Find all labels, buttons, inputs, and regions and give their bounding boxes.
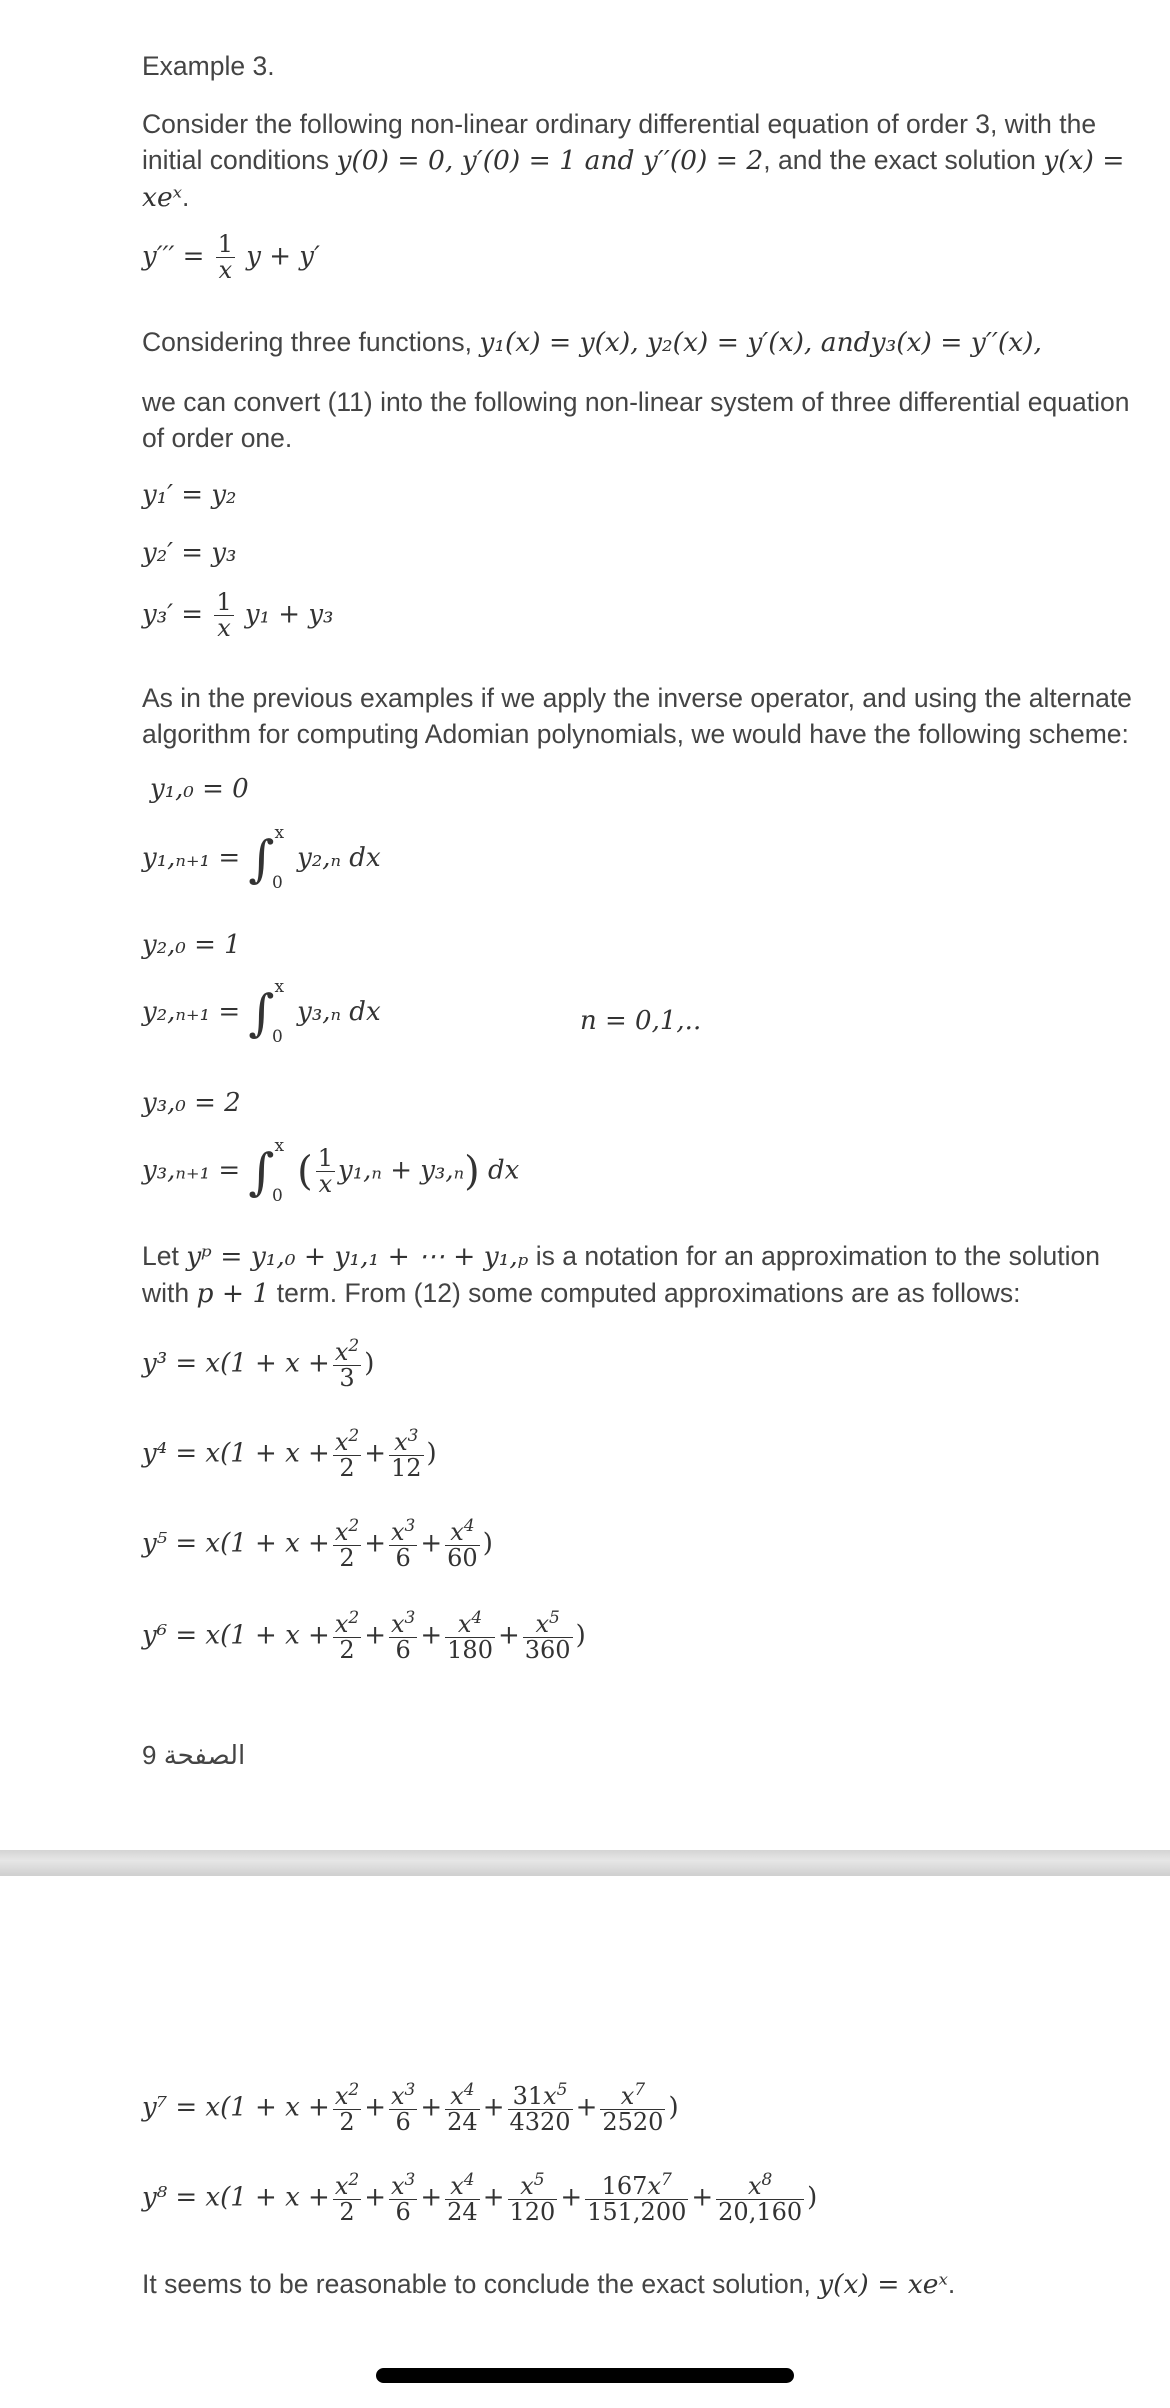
y5-term2: $\frac{x^3}{6}$ xyxy=(390,1516,416,1573)
y6-term4: $\frac{x^5}{360}$ xyxy=(524,1608,571,1665)
y7-term3: $\frac{x^4}{24}$ xyxy=(447,2080,478,2137)
approx-text-2: is a notation for an approximation to the solution with xyxy=(142,1241,1100,1308)
n-range: n = 0,1,.. xyxy=(580,1006,702,1036)
eq3-num: 1 xyxy=(216,588,232,616)
y6-lhs: y⁶ = x(1 + x + xyxy=(142,1620,330,1651)
eq3-lhs: y₃′ = xyxy=(142,599,204,630)
y7-term4: $\frac{31x^5}{4320}$ xyxy=(509,2080,571,2137)
integral-sign: ∫ xyxy=(248,830,275,888)
integral-upper: x xyxy=(274,823,285,843)
integral-upper: x xyxy=(274,1135,285,1156)
home-indicator[interactable] xyxy=(376,2368,794,2383)
y5-lhs: y⁵ = x(1 + x + xyxy=(142,1528,330,1559)
scheme-paragraph: As in the previous examples if we apply the inverse operator, and using the alternate algorithm for computing Adomian polynomials, we would have the following scheme: xyxy=(142,683,1132,749)
y6-term3: $\frac{x^4}{180}$ xyxy=(447,1608,493,1665)
y3n-dx: dx xyxy=(488,1155,520,1186)
y3-lhs: y³ = x(1 + x + xyxy=(142,1348,330,1379)
intro-text-2: , and the exact solution xyxy=(763,145,1044,175)
integral-lower: 0 xyxy=(272,873,283,893)
considering-text: Considering three functions, xyxy=(142,327,480,357)
system-eq3 xyxy=(142,590,333,641)
approx-y7: y⁷ = x(1 + x + $\frac{x^2}{2}$ + $\frac{x^3}{6}$ + $\frac{x^4}{24}$ + $\frac{31x^5}{4320}$ + $\frac{x^7}{2520}$ ) xyxy=(142,2080,679,2137)
intro-text-1: Consider the following non-linear ordinary differential equation of order 3, with the initial conditions xyxy=(142,109,1097,175)
y8-term5: $\frac{167x^7}{151,200}$ xyxy=(587,2170,687,2227)
scheme-y1n xyxy=(142,823,381,893)
y8-term3: $\frac{x^4}{24}$ xyxy=(447,2170,478,2227)
intro-paragraph xyxy=(142,106,1132,216)
y6-term2: $\frac{x^3}{6}$ xyxy=(390,1608,416,1665)
ode-rhs: y + y′ xyxy=(246,241,320,272)
y4-lhs: y⁴ = x(1 + x + xyxy=(142,1438,330,1469)
ode-num: 1 xyxy=(217,230,233,258)
scheme-y10: y₁,₀ = 0 xyxy=(150,774,249,804)
y5-term1: $\frac{x^2}{2}$ xyxy=(334,1516,360,1573)
scheme-y2n xyxy=(142,977,381,1047)
integral-sign: ∫ xyxy=(248,984,275,1042)
ode-fraction xyxy=(216,232,235,283)
considering-functions: y₁(x) = y(x), y₂(x) = y′(x), andy₃(x) = y′′(x), xyxy=(479,327,1042,358)
conclusion-paragraph xyxy=(142,2266,1132,2303)
conclusion-text: It seems to be reasonable to conclude the exact solution, xyxy=(142,2269,819,2299)
approx-y6: y⁶ = x(1 + x + $\frac{x^2}{2}$ + $\frac{x^3}{6}$ + $\frac{x^4}{180}$ + $\frac{x^5}{360}$ ) xyxy=(142,1608,586,1665)
y4-term1: $\frac{x^2}{2}$ xyxy=(334,1426,360,1483)
y3n-lhs: y₃,ₙ₊₁ = xyxy=(142,1155,241,1186)
y2n-integrand: y₃,ₙ dx xyxy=(297,997,381,1027)
system-eq2: y₂′ = y₃ xyxy=(142,538,237,568)
y2n-lhs: y₂,ₙ₊₁ = xyxy=(142,997,241,1027)
y6-term1: $\frac{x^2}{2}$ xyxy=(334,1608,360,1665)
y1n-lhs: y₁,ₙ₊₁ = xyxy=(142,843,241,873)
ode-lhs: y′′′ = xyxy=(142,241,205,272)
approx-paragraph xyxy=(142,1238,1132,1312)
document-page-2 xyxy=(0,1876,1170,2408)
y1n-integrand: y₂,ₙ dx xyxy=(297,843,381,873)
y3n-fraction xyxy=(316,1146,335,1197)
approx-y3: y³ = x(1 + x + $\frac{x^2}{3}$ ) xyxy=(142,1336,375,1393)
scheme-y30: y₃,₀ = 2 xyxy=(142,1088,241,1118)
initial-conditions: y(0) = 0, y′(0) = 1 and y′′(0) = 2 xyxy=(336,145,764,176)
y3n-num: 1 xyxy=(317,1144,334,1172)
y5-term3: $\frac{x^4}{60}$ xyxy=(447,1516,478,1573)
eq3-fraction xyxy=(214,590,233,641)
page-number-footer: الصفحة 9 xyxy=(142,1740,246,1770)
y4-term2: $\frac{x^3}{12}$ xyxy=(390,1426,422,1483)
scheme-y3n: y₃,ₙ₊₁ = ∫$^x_0$ ( $\frac{1}{x}$ y₁,ₙ + y₃,ₙ) dx xyxy=(142,1135,520,1206)
approx-pterm: p + 1 xyxy=(196,1278,270,1309)
exact-solution: y(x) = xeˣ xyxy=(142,145,1125,213)
y8-term1: $\frac{x^2}{2}$ xyxy=(334,2170,360,2227)
example-heading: Example 3. xyxy=(142,51,275,81)
approx-y5: y⁵ = x(1 + x + $\frac{x^2}{2}$ + $\frac{x^3}{6}$ + $\frac{x^4}{60}$ ) xyxy=(142,1516,493,1573)
y7-term5: $\frac{x^7}{2520}$ xyxy=(602,2080,664,2137)
conclusion-expr: y(x) = xeˣ xyxy=(818,2269,948,2300)
y3n-integrand: y₁,ₙ + y₃,ₙ xyxy=(338,1155,465,1186)
intro-end: . xyxy=(182,182,190,212)
approx-y8: y⁸ = x(1 + x + $\frac{x^2}{2}$ + $\frac{x^3}{6}$ + $\frac{x^4}{24}$ + $\frac{x^5}{120}$ + $\frac{167x^7}{151,200}$ + $\frac{x^8}{20,160}$ ) xyxy=(142,2170,818,2227)
y8-term6: $\frac{x^8}{20,160}$ xyxy=(718,2170,803,2227)
approx-text-3: term. From (12) some computed approximations are as follows: xyxy=(269,1278,1021,1308)
integral-lower: 0 xyxy=(272,1027,283,1047)
y7-term2: $\frac{x^3}{6}$ xyxy=(390,2080,416,2137)
y8-lhs: y⁸ = x(1 + x + xyxy=(142,2182,330,2213)
y8-term4: $\frac{x^5}{120}$ xyxy=(509,2170,556,2227)
considering-paragraph xyxy=(142,324,1132,361)
y8-term2: $\frac{x^3}{6}$ xyxy=(390,2170,416,2227)
y7-term1: $\frac{x^2}{2}$ xyxy=(334,2080,360,2137)
y3-term1: $\frac{x^2}{3}$ xyxy=(334,1336,360,1393)
convert-paragraph: we can convert (11) into the following non-linear system of three differential equation of order one. xyxy=(142,387,1130,453)
y3n-den: x xyxy=(318,1170,333,1199)
integral-upper: x xyxy=(274,977,285,997)
approx-notation: yᵖ = y₁,₀ + y₁,₁ + ⋯ + y₁,ₚ xyxy=(186,1241,529,1272)
approx-text-1: Let xyxy=(142,1241,187,1271)
integral-sign: ∫ xyxy=(248,1142,275,1201)
eq3-den: x xyxy=(217,614,231,643)
ode-equation xyxy=(142,232,320,283)
approx-y4: y⁴ = x(1 + x + $\frac{x^2}{2}$ + $\frac{x^3}{12}$ ) xyxy=(142,1426,437,1483)
y7-lhs: y⁷ = x(1 + x + xyxy=(142,2092,330,2123)
ode-den: x xyxy=(218,256,233,285)
scheme-y20: y₂,₀ = 1 xyxy=(142,930,241,960)
integral-lower: 0 xyxy=(272,1185,283,1206)
page-separator xyxy=(0,1850,1170,1876)
eq3-rhs: y₁ + y₃ xyxy=(244,599,334,630)
conclusion-end: . xyxy=(947,2269,956,2299)
system-eq1: y₁′ = y₂ xyxy=(142,480,237,510)
